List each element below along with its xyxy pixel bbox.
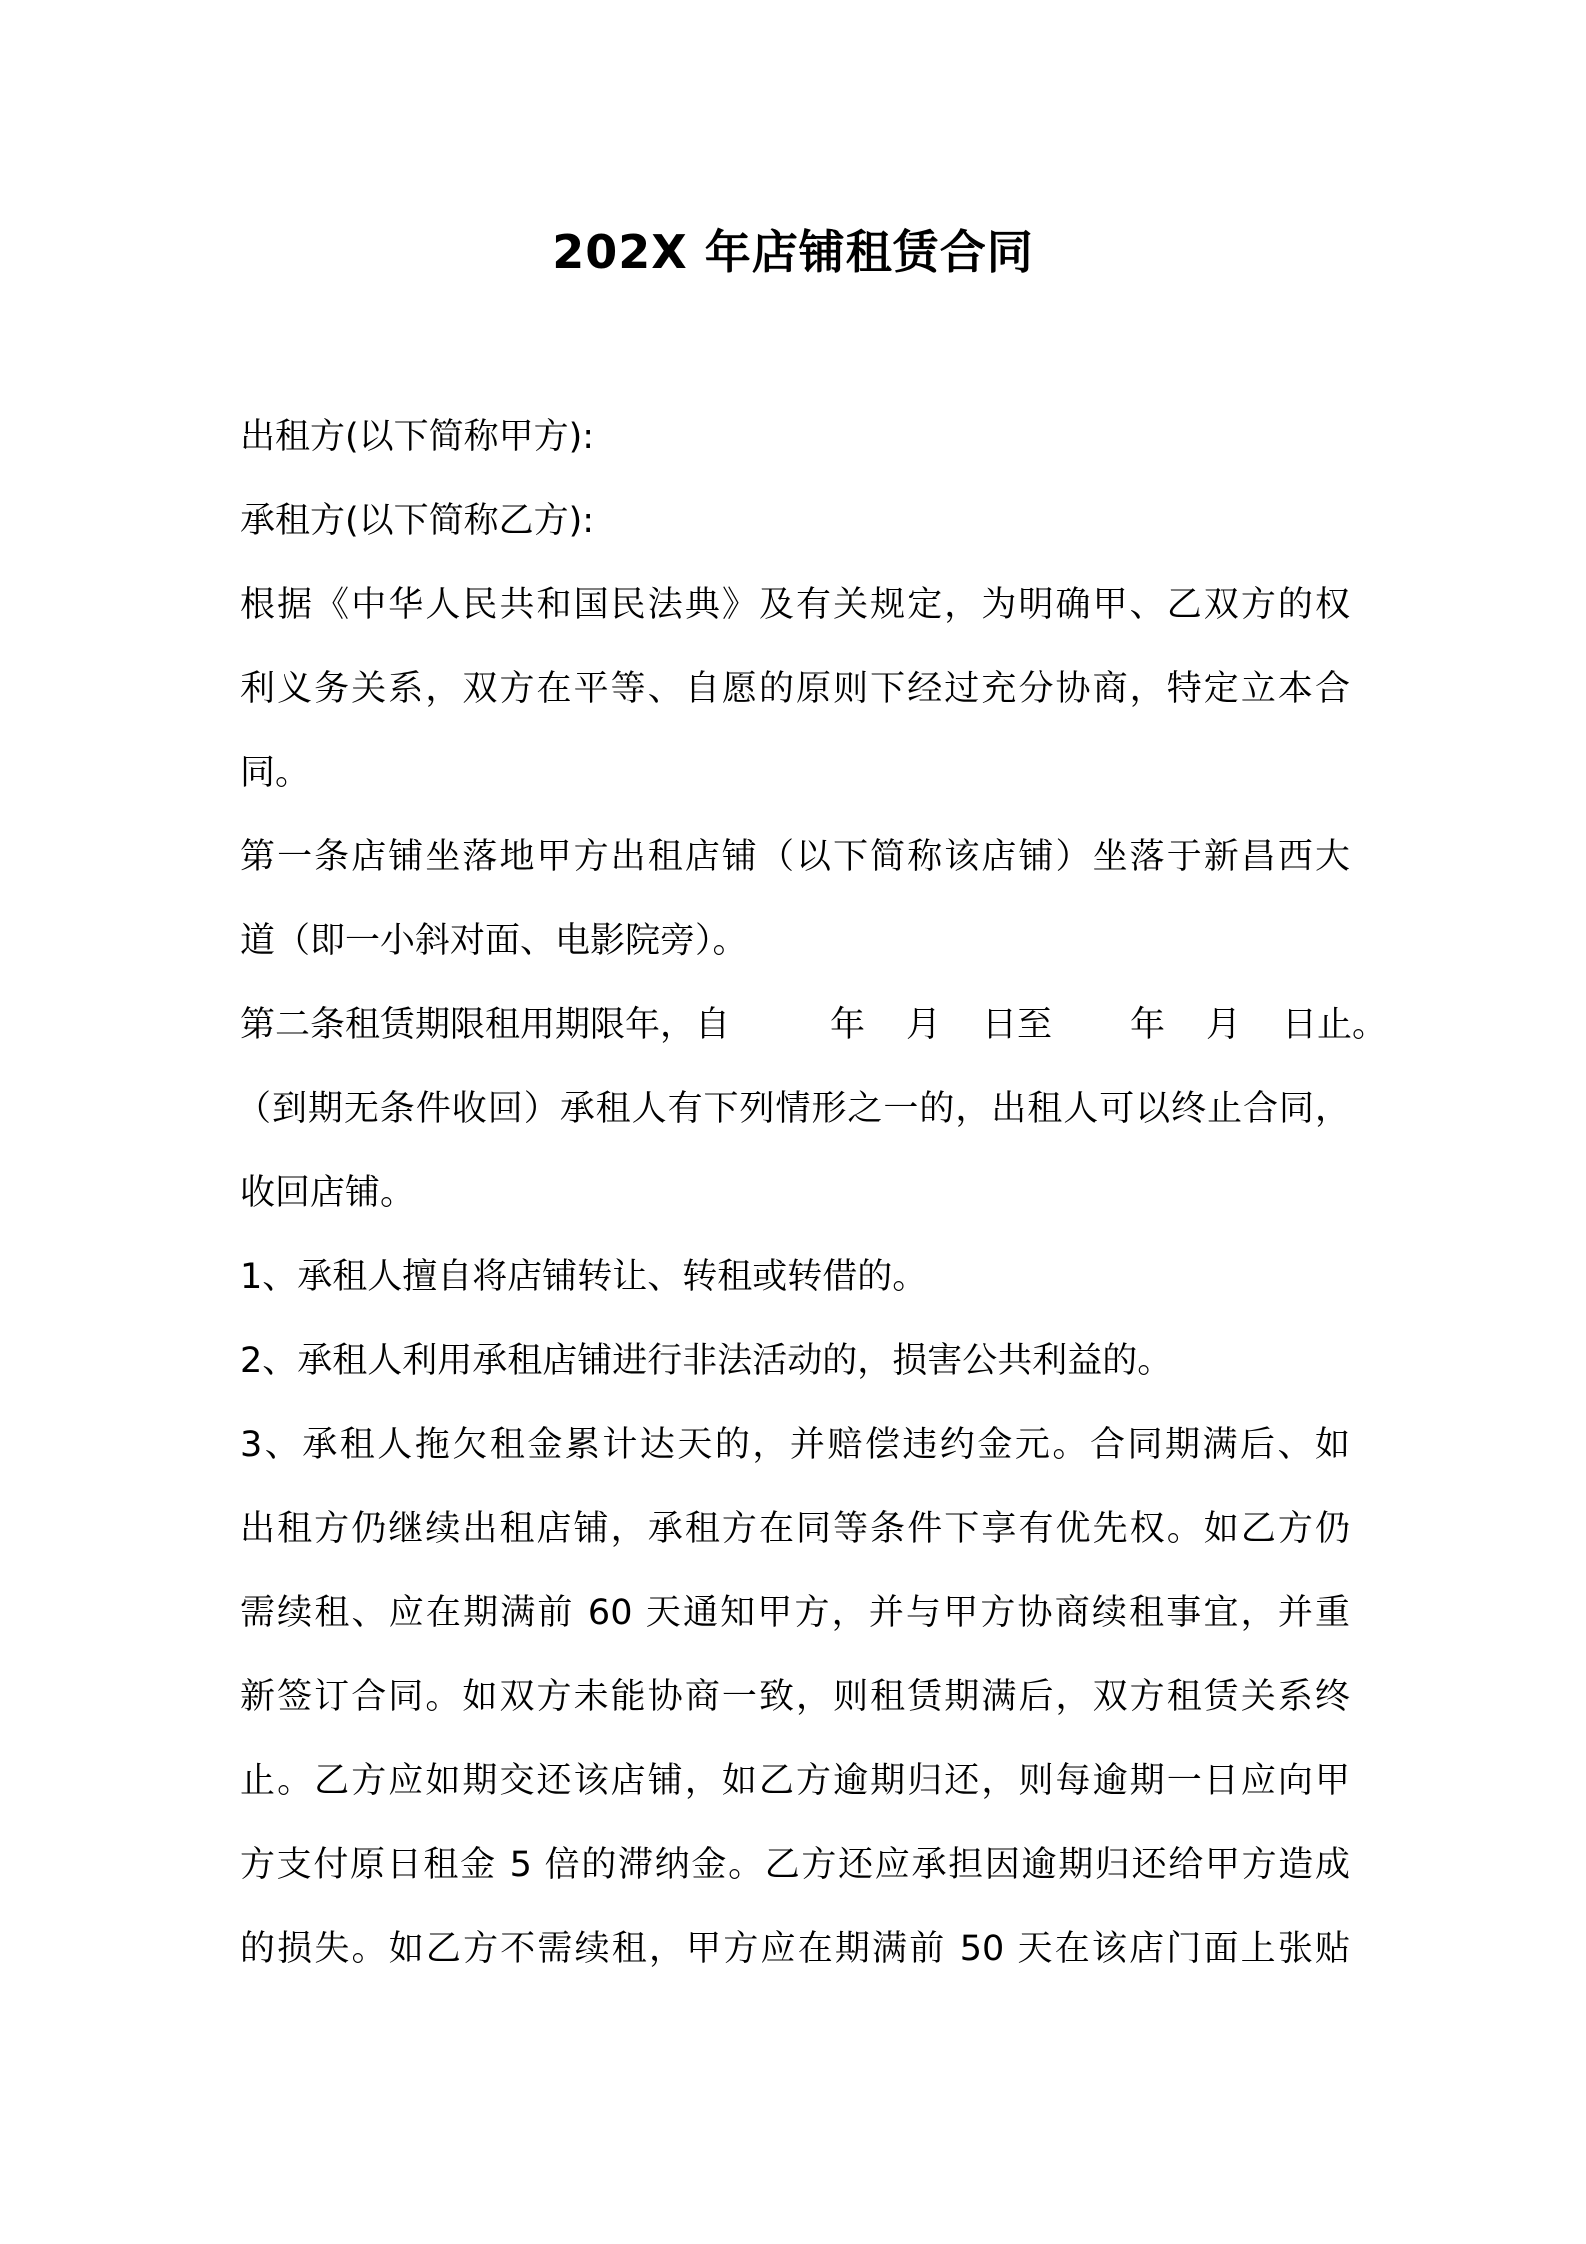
- term-year-start: 年: [830, 1005, 866, 1045]
- lessee-line: 承租方(以下简称乙方):: [240, 501, 595, 541]
- term-month-end: 月: [1206, 1005, 1242, 1045]
- paragraph-line: 新签订合同。如双方未能协商一致，则租赁期满后，双方租赁关系终: [240, 1677, 1350, 1717]
- paragraph-line: 方支付原日租金 5 倍的滞纳金。乙方还应承担因逾期归还给甲方造成: [240, 1845, 1350, 1885]
- paragraph-line: 利义务关系，双方在平等、自愿的原则下经过充分协商，特定立本合: [240, 669, 1350, 709]
- term-month-start: 月: [906, 1005, 942, 1045]
- term-year-end: 年: [1130, 1005, 1166, 1045]
- lessor-line: 出租方(以下简称甲方):: [240, 417, 595, 457]
- term-day-end: 日止。: [1282, 1005, 1388, 1045]
- article-one-line: 第一条店铺坐落地甲方出租店铺（以下简称该店铺）坐落于新昌西大: [240, 837, 1350, 877]
- paragraph-line: 同。: [240, 753, 311, 793]
- paragraph-line: 出租方仍继续出租店铺，承租方在同等条件下享有优先权。如乙方仍: [240, 1509, 1350, 1549]
- paragraph-line: 根据《中华人民共和国民法典》及有关规定，为明确甲、乙双方的权: [240, 585, 1350, 625]
- clause-item: 1、承租人擅自将店铺转让、转租或转借的。: [240, 1257, 928, 1297]
- clause-item: 3、承租人拖欠租金累计达天的，并赔偿违约金元。合同期满后、如: [240, 1425, 1350, 1465]
- article-one-line: 道（即一小斜对面、电影院旁）。: [240, 921, 748, 961]
- paragraph-line: 需续租、应在期满前 60 天通知甲方，并与甲方协商续租事宜，并重: [240, 1593, 1350, 1633]
- paragraph-line: 止。乙方应如期交还该店铺，如乙方逾期归还，则每逾期一日应向甲: [240, 1761, 1350, 1801]
- document-title: 202X 年店铺租赁合同: [552, 225, 1034, 279]
- term-prefix: 第二条租赁期限租用期限年，自: [240, 1005, 731, 1045]
- paragraph-line: 的损失。如乙方不需续租，甲方应在期满前 50 天在该店门面上张贴: [240, 1929, 1350, 1969]
- term-day-to: 日至: [982, 1005, 1053, 1045]
- termination-line: （到期无条件收回）承租人有下列情形之一的，出租人可以终止合同，: [236, 1089, 1350, 1129]
- clause-item: 2、承租人利用承租店铺进行非法活动的，损害公共利益的。: [240, 1341, 1173, 1381]
- termination-line: 收回店铺。: [240, 1173, 416, 1213]
